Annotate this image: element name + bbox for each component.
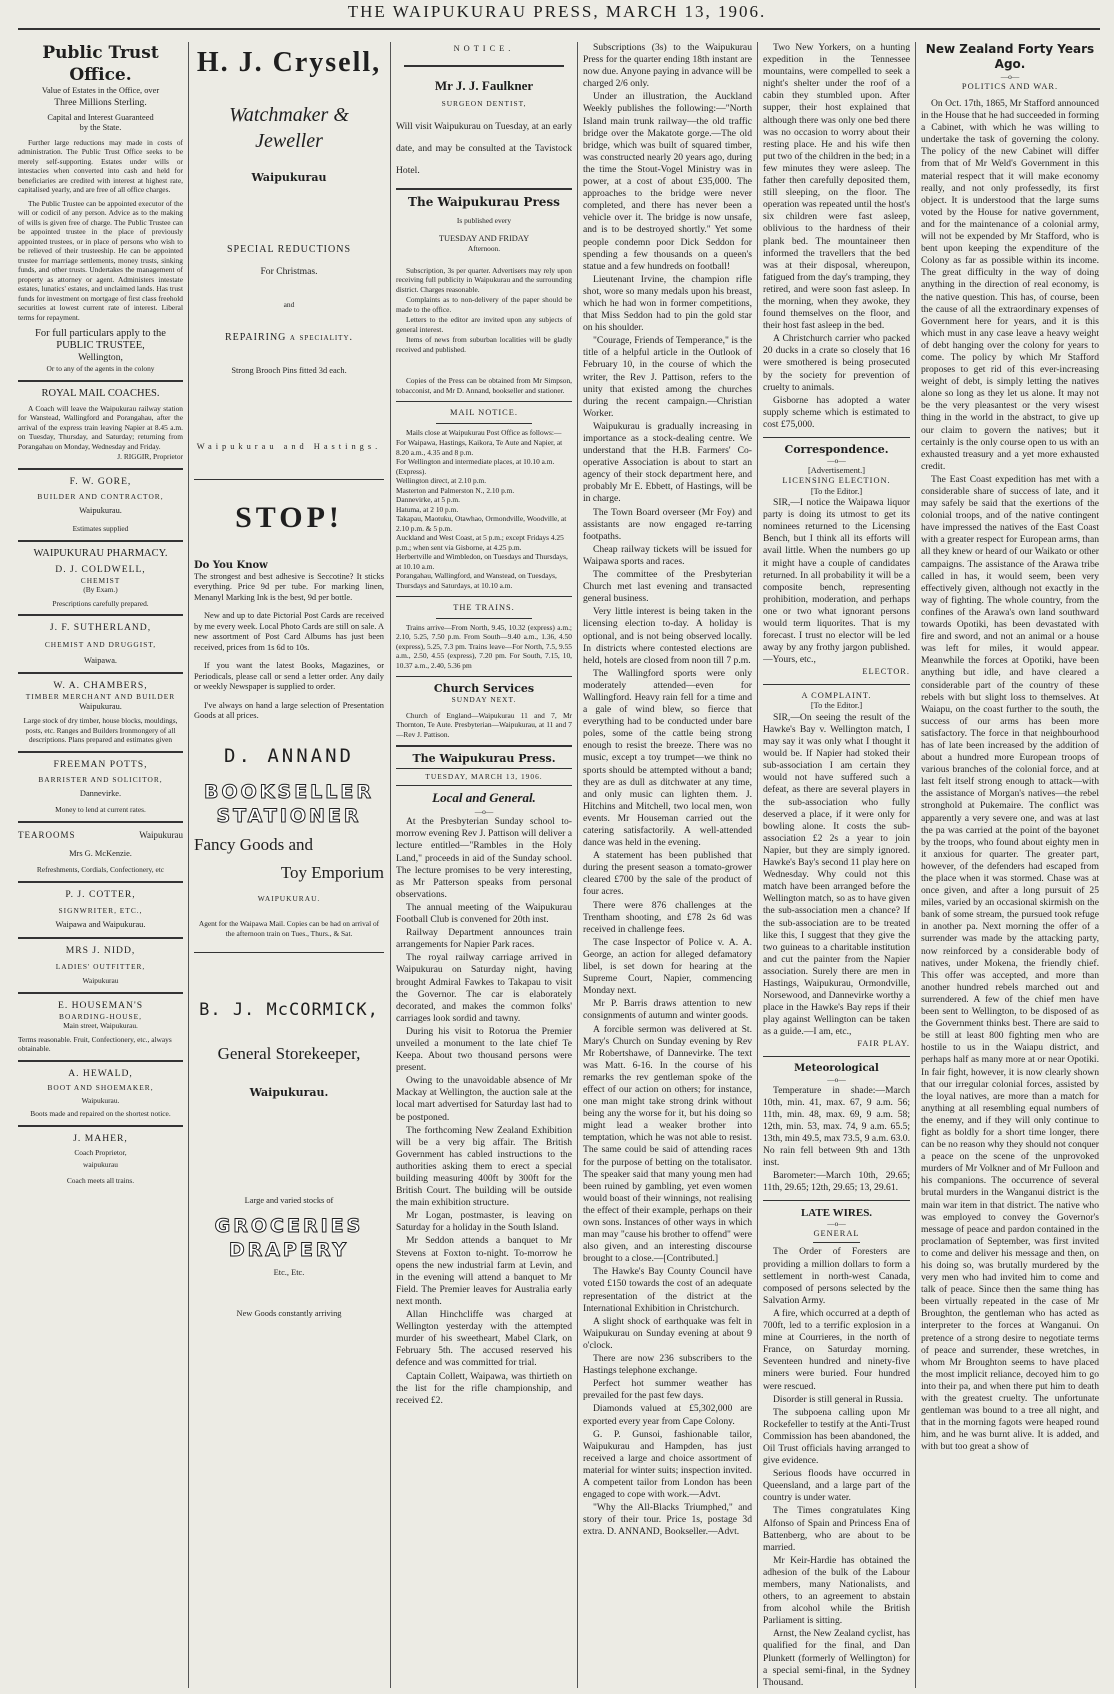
public-trust-town: Wellington,: [78, 352, 123, 364]
public-trust-text: The Public Trustee can be appointed executor of the will or codicil of any person. Advice as to the making of wills is given free of charge. The Public Trustee can be appointed trustee in the place of previously appointed trustees, or in place of persons who wish to be relieved of their trusteeship. He can be appointed trustee for marriage settlements, money trusts, sinking funds, and other trusts. Undertakes the management of property as attorney or agent. Administers intestate estates, lunatics' estates, and unclaimed lands. Has trust funds for investment on mortgage of first class freehold securities at lowest current rate of interest. Liberal terms for repayment.: [18, 198, 183, 322]
faulkner-name: Mr J. J. Faulkner: [434, 77, 534, 93]
public-trust-agents: Or to any of the agents in the colony: [46, 364, 155, 374]
forty-years-title: New Zealand Forty Years Ago.: [925, 42, 1095, 71]
press-title: The Waipukurau Press: [408, 195, 560, 209]
items-text: Items of news from suburban localities will be gladly received and published.: [396, 335, 572, 354]
local-general-title: Local and General.: [432, 789, 536, 805]
news-paragraph: A forcible sermon was delivered at St. Mary's Church on Sunday evening by Rev Mr Robertshawe, of Dannevirke. The text was Matt. 6-16. In the course of his remarks the rev gentleman spoke of the effect of our action on others; for instance, one man might take strong drink without being any the worse for it, but his doing so might lead a weaker brother into temptation, which he was not able to resist. The same could be said of attending races for the purpose of betting on the totalisator. The speaker said that many young men had been ruined by gambling, yet even women would boast of their winnings, not realising the effect of their example, perhaps on their own sons. Instances of other ways in which man may "cause his brother to offend" were also given, and an interesting discourse brought to a close.—[Contributed.]: [583, 1023, 752, 1265]
pharmacy-name: D. J. COLDWELL,: [55, 563, 146, 575]
news-paragraph: A Christchurch carrier who packed 20 ducks in a crate so closely that 16 were smothered is being prosecuted by the society for prevention of cruelty to animals.: [763, 333, 910, 393]
mail-line: For Wellington and intermediate places, at 10.10 a.m. (Express).: [396, 457, 555, 476]
do-you-know: Do You Know: [194, 559, 268, 571]
local-paragraph: At the Presbyterian Sunday school to-morrow evening Rev J. Pattison will deliver a lecture entitled—"Rambles in the Holy Land," proceeds in aid of the Sunday school. The lecture promises to be very interesting, as Mr Patterson speaks from personal observations.: [396, 816, 572, 900]
tearooms-owner: Mrs G. McKenzie.: [69, 848, 132, 858]
licensing-letter: SIR,—I notice the Waipawa liquor party is doing its utmost to get its nominees returned to the Licensing Bench, but I think all its efforts will avail little. When the numbers go up it might have a couple of candidates returned. In all probability it will be a composite bench, representing prohibition, moderation, and perhaps one or two what ignorant persons would term liquorites. That is my forecast. I trust no elector will be led away by any frothy jargon published.—Yours, etc.,: [763, 497, 910, 666]
temperature-text: Temperature in shade:—March 10th, min. 41, max. 67, 9 a.m. 56; 11th, min. 48, max. 69, 9 a.m. 58; 12th, min. 53, max. 74, 9 a.m. 65.5; 13th, min 49.5, max 73.5, 9 a.m. 63.0. No rain fell between 9th and 13th inst.: [763, 1084, 910, 1169]
crysell-town: Waipukurau: [251, 171, 327, 184]
public-trust-line: Value of Estates in the Office, over: [41, 86, 160, 95]
books-text: If you want the latest Books, Magazines, or Periodicals, please call or send a letter order. Any daily or weekly Newspaper is supplied to order.: [194, 661, 384, 692]
chambers-name: W. A. CHAMBERS,: [53, 680, 148, 692]
news-paragraph: Mr P. Barris draws attention to new consignments of autumn and winter goods.: [583, 998, 752, 1022]
gore-note: Estimates supplied: [72, 524, 129, 534]
column-ads-left: [18, 42, 183, 1690]
pharmacy-trade: CHEMIST: [80, 575, 121, 585]
houseman-trade: BOARDING-HOUSE,: [59, 1011, 142, 1021]
published-every: Is published every: [456, 216, 512, 226]
column-divider: [757, 42, 758, 1688]
news-paragraph: Perfect hot summer weather has prevailed for the past few days.: [583, 1378, 752, 1402]
meteorological-title: Meteorological: [794, 1062, 879, 1074]
tearooms-note: Refreshments, Cordials, Confectionery, etc: [36, 865, 165, 875]
mail-notice-title: MAIL NOTICE.: [450, 408, 518, 418]
local-paragraph: The forthcoming New Zealand Exhibition will be a very big affair. The British Government has cabled instructions to the authorities asking them to erect a special building measuring 400ft by 300ft for the British Court. The building will be outside the main exhibition structure.: [396, 1124, 572, 1209]
local-paragraph: Railway Department announces train arrangements for Napier Park races.: [396, 927, 572, 951]
houseman-note: Terms reasonable. Fruit, Confectionery, etc., always obtainable.: [18, 1034, 172, 1054]
brooch-pins: Strong Brooch Pins fitted 3d each.: [231, 365, 347, 375]
potts-name: FREEMAN POTTS,: [53, 758, 148, 770]
cotter-town: Waipawa and Waipukurau.: [55, 920, 146, 930]
mail-line: Porangahau, Wallingford, and Wanstead, on Tuesdays, Thursdays and Saturdays, at 10.10 a.m.: [396, 571, 557, 590]
sutherland-town: Waipawa.: [83, 655, 118, 665]
publish-days: TUESDAY AND FRIDAY: [438, 233, 530, 243]
royal-mail-signature: J. RIGGIR, Proprietor: [117, 452, 183, 462]
news-paragraph: The committee of the Presbyterian Church met last evening and transacted general business.: [583, 569, 752, 605]
mail-line: For Waipawa, Hastings, Kaikora, Te Aute and Napier, at 8.20 a.m., 4.35 and 8 p.m.: [396, 438, 563, 457]
wire-paragraph: Disorder is still general in Russia.: [773, 1393, 904, 1405]
news-paragraph: Waipukurau is gradually increasing in importance as a stock-dealing centre. We understand that the H.B. Farmers' Co-operative Association is about to start an agency of their stock department here, and probably Mr E. Ebbett, of Hastings, will be in charge.: [583, 420, 752, 505]
wire-paragraph: A fire, which occurred at a depth of 700ft, led to a terrific explosion in a mine at Courrieres, in the north of France, on Saturday morning. Seventeen hundred and ninety-five miners were buried. Four hundred were rescued.: [763, 1307, 910, 1392]
wire-paragraph: Arnst, the New Zealand cyclist, has qualified for the final, and Dan Plunkett (formerly of Wellington) for a special semi-final, in the Sydney Thousand.: [763, 1628, 910, 1688]
drapery-label: DRAPERY: [228, 1239, 350, 1262]
postcards-text: New and up to date Pictorial Post Cards are received by me every week. Local Photo Cards are still on sale. A new assortment of Post Card Albums has just been received, prices from 1s 6d to 10s.: [194, 611, 384, 652]
mail-line: Wellington direct, at 2.10 p.m.: [396, 476, 487, 486]
afternoon: Afternoon.: [467, 244, 501, 254]
local-paragraph: The royal railway carriage arrived in Waipukurau on Saturday night, having brought Admiral Fawkes to Takapau to visit the Governor. The car is elaborately decorated, and makes the common folks' carriages look sordid and tawny.: [396, 952, 572, 1024]
wire-paragraph: Mr Keir-Hardie has obtained the adhesion of the bulk of the Labour members, many Nationalists, and others, to an agreement to abstain from alcohol while the British Parliament is sitting.: [763, 1554, 910, 1627]
mail-line: Hatuma, at 2 10 p.m.: [396, 504, 459, 514]
gore-trade: BUILDER AND CONTRACTOR,: [37, 492, 164, 502]
public-trust-text: Further large reductions may made in costs of administration. The Public Trust Office seeks to be merely self-supporting. Estates under wills or intestacies when converted into cash and held for beneficiaries are credited with interest at highest rate, capitalised yearly, and are free of all office charges.: [18, 137, 183, 195]
pharmacy-exam: (By Exam.): [83, 585, 118, 595]
mail-intro: Mails close at Waipukurau Post Office as follows:—: [406, 427, 562, 437]
news-paragraph: Lieutenant Irvine, the champion rifle shot, wore so many medals upon his breast, which he had won in former competitions, that Miss Seddon had to pin the gold star on his shoulder.: [583, 273, 752, 334]
wire-paragraph: The Order of Foresters are providing a million dollars to form a settlement in north-west Canada, composed of persons selected by the Salvation Army.: [763, 1246, 910, 1306]
column-history: [921, 42, 1099, 1690]
local-paragraph: Mr Logan, postmaster, is leaving on Saturday for a holiday in the South Island.: [396, 1210, 572, 1234]
maher-town: waipukurau: [83, 1160, 118, 1170]
tearooms-label: TEAROOMS: [18, 829, 76, 840]
column-news-1: [583, 42, 752, 1690]
late-wires-title: LATE WIRES.: [800, 1207, 873, 1220]
masthead: THE WAIPUKURAU PRESS, MARCH 13, 1906.: [347, 2, 767, 21]
correspondence-title: Correspondence.: [784, 443, 889, 456]
mail-line: Herbertville and Wimbledon, on Tuesdays and Thursdays, at 10.10 a.m.: [396, 552, 568, 571]
stationer-label: STATIONER: [216, 804, 362, 827]
public-trust-title: Public Trust Office.: [42, 43, 159, 85]
complaint-title: A COMPLAINT.: [801, 690, 872, 700]
mccormick-town: Waipukurau.: [249, 1086, 329, 1100]
local-paragraph: Owing to the unavoidable absence of Mr Mackay at Wellington, the auction sale at the local mart advertised for Saturday last had to be postponed.: [396, 1075, 572, 1123]
special-reductions: SPECIAL REDUCTIONS: [226, 244, 352, 256]
public-trust-apply: For full particulars apply to the: [35, 328, 166, 340]
licensing-title: LICENSING ELECTION.: [782, 476, 891, 486]
public-trust-trustee: PUBLIC TRUSTEE,: [56, 340, 145, 352]
large-stocks: Large and varied stocks of: [244, 1195, 334, 1205]
royal-mail-title: ROYAL MAIL COACHES.: [41, 387, 160, 399]
masthead-rule: [18, 28, 1100, 30]
column-news-2: [763, 42, 910, 1690]
to-editor: [To the Editor.]: [810, 486, 863, 496]
dentist-label: SURGEON DENTIST,: [441, 98, 527, 108]
annand-town: WAIPUKURAU.: [257, 893, 321, 903]
news-paragraph: Diamonds valued at £5,302,000 are exported every year from Cape Colony.: [583, 1403, 752, 1427]
hewald-trade: BOOT AND SHOEMAKER,: [47, 1083, 154, 1092]
bookseller-label: BOOKSELLER: [204, 780, 374, 803]
nidd-trade: LADIES' OUTFITTER,: [55, 961, 146, 971]
general-label: GENERAL: [813, 1228, 860, 1238]
news-paragraph: "Courage, Friends of Temperance," is the title of a helpful article in the Outlook of February 10, in the course of which the writer, the Rev J. Pattison, refers to the unity that existed among the churches during the recent campaign.—Christian Worker.: [583, 335, 752, 419]
sunday-next: SUNDAY NEXT.: [451, 695, 517, 705]
column-ads-middle: [194, 42, 384, 1690]
storekeeper: General Storekeeper,: [217, 1044, 361, 1064]
wire-paragraph: The subpoena calling upon Mr Rockefeller to testify at the Anti-Trust Commission has been abandoned, the Oil Trust officials having arranged to give evidence.: [763, 1406, 910, 1467]
title-ornament: —o—: [474, 806, 494, 816]
licensing-signature: ELECTOR.: [862, 667, 910, 677]
potts-trade: BARRISTER AND SOLICITOR,: [38, 775, 163, 785]
and-text: and: [283, 300, 295, 310]
trains-text: Trains arrive—From North, 9.45, 10.32 (express) a.m.; 2.10, 5.25, 7.50 p.m. From South—9.40 a.m., 1.36, 4.50 (express), 5.25, 7.3 pm. Trains leave—For North, 7.5, 9.55 a.m., 2.50, 4.55 (express), 7.20 pm. For South, 7.15, 10, 10.37 a.m., 2.40, 5.36 pm: [396, 622, 572, 670]
to-editor: [To the Editor.]: [810, 701, 863, 711]
news-paragraph: G. P. Gunsoi, fashionable tailor, Waipukurau and Hampden, has just received a large and choice assortment of material for winter suits; inspection invited. A competent tailor from London has been engaged to cope with work.—Advt.: [583, 1428, 752, 1501]
public-trust-line: Three Millions Sterling.: [54, 96, 147, 108]
repairing: REPAIRING a speciality.: [224, 331, 354, 343]
column-divider: [188, 42, 189, 1688]
public-trust-line: Capital and Interest Guaranteed: [47, 112, 154, 122]
pharmacy-note: Prescriptions carefully prepared.: [52, 598, 149, 608]
tearooms-header: [18, 829, 183, 841]
chambers-trade: TIMBER MERCHANT AND BUILDER: [25, 692, 176, 702]
christmas: For Christmas.: [260, 266, 318, 278]
title-ornament: —o—: [827, 1219, 846, 1229]
local-paragraph: Allan Hinchcliffe was charged at Wellington yesterday with the attempted murder of his sweetheart, Mabel Clark, on February 5th. The accused reserved his defence and was committed for trial.: [396, 1309, 572, 1369]
trains-title: THE TRAINS.: [453, 603, 515, 613]
annand-name: D. ANNAND: [224, 744, 354, 767]
mail-line: Dannevirke, at 5 p.m.: [396, 495, 461, 505]
potts-note: Money to lend at current rates.: [55, 805, 146, 815]
news-paragraph: A statement has been published that during the present season a tomato-grower cleared £700 by the sale of the product of four acres.: [583, 850, 752, 898]
gore-name: F. W. GORE,: [69, 475, 132, 487]
notice-heading: NOTICE.: [453, 44, 515, 53]
news-paragraph: Two New Yorkers, on a hunting expedition in the Tennessee mountains, were compelled to seek a night's shelter under the roof of a cabin they stumbled upon. After supper, their host explained that although there was only one bed there was no occasion to worry about their resting place. He and his wife then put two of the children in the bed; in a few minutes they were asleep. The father then carefully deposited them, still sleeping, on the floor. The operation was repeated until the host's six children were fast asleep, oblivious to the hardness of their plank bed. The mountaineer then informed the travellers that the bed was at their disposal, whereupon, fatigued from the day's tramping, they retired, and were soon fast asleep. In the morning, when they awoke, they found themselves on the floor, and their host fast asleep in the bed.: [763, 42, 910, 332]
news-paragraph: Subscriptions (3s) to the Waipukurau Press for the quarter ending 18th instant are now due. Anyone paying in advance will be charged 2/6 only.: [583, 42, 752, 90]
nidd-name: MRS J. NIDD,: [65, 944, 136, 956]
houseman-town: Main street, Waipukurau.: [63, 1021, 138, 1031]
potts-town: Dannevirke.: [79, 788, 122, 798]
towns: Waipukurau and Hastings.: [196, 442, 382, 452]
houseman-name: E. HOUSEMAN'S: [57, 999, 144, 1011]
news-paragraph: Under an illustration, the Auckland Weekly publishes the following:—"North Island main trunk railway—the old traffic bridge over the Makatote gorge.—The old bridge, which was built of squared timber, was constructed nearly 20 years ago, during the time the Stout-Vogel Ministry was in power, at a cost of about £35,000. The approaches to the bridge were never completed, and there has never been a vehicle over it. The bridge is now unsafe, and is to be destroyed shortly." Yet some people condemn poor Dick Seddon for spending a few thousands on a queen's statue and a few hundreds on football!: [583, 91, 752, 272]
cotter-trade: SIGNWRITER, ETC.,: [58, 905, 143, 915]
presentation-text: I've always on hand a large selection of Presentation Goods at all prices.: [194, 700, 384, 721]
cotter-name: P. J. COTTER,: [65, 888, 136, 900]
column-divider: [915, 42, 916, 1688]
stop-heading: STOP!: [235, 500, 343, 534]
news-paragraph: The Wallingford sports were only moderately attended—even for Wallingford. Heavy rain fell for a time and a gale of wind blew, so fierce that everything had to be conducted under bare poles, some of the cattle being strong enough to resist the breeze. There was no music, except a toy trumpet—we think no sports should be attempted without a band; they are as dull as ditchwater at any time, and only music can lighten them. J. Hitchins and Mitchell, two local men, won events. Mr Houseman carried out the catering satisfactorily. A well-attended dance was held in the evening.: [583, 667, 752, 849]
toy-emporium: Toy Emporium: [280, 862, 384, 882]
complaint-letter: SIR,—On seeing the result of the Hawke's Bay v. Wellington match, I may say it was only what I thought it would be. If Napier had stoked their sub-association I am certain they would not have suffered such a defeat, as there are several players in the sub-association who fully deserved a place, if it were only for bowling alone. It costs the sub-association £2 2s a year to join Napier, but they are simply ignored. Hawke's Bay's second 11 play here on Wednesday. Why could not this match have been arranged before the Wellington match, so as to have given the sub-association men a chance? If the sub-association are to be treated like this, I suggest that they give the two guineas to a charitable institution and cut the painter from the Napier association. Surely there are men in Hastings, Waipukurau, Ormondville, Norsewood, and Dannevirke worthy a place in the Hawke's Bay reps if their play against Wellington can be taken as a guide.—I am, etc.,: [763, 711, 910, 1038]
news-paragraph: A slight shock of earthquake was felt in Waipukurau on Sunday evening at about 9 o'clock.: [583, 1315, 752, 1351]
history-paragraph: The East Coast expedition has met with a considerable share of success of late, and it may safely be said that the exertions of the colonial troops, and of the native contingent have impressed the natives of the East Coast with a greater respect for European arms, than all they knew or heard of our Waikato or other campaigns. The assistance of the Arawa tribe called in has, it would seem, been very effectively given, although not exactly in the way of fighting. The whole country, from the confines of the Arawa's own land southward towards Opotiki, has been devastated with fire and sword, and not an animal or a house was left for miles, it would appear. Meanwhile the forces at Opotiki, have been anything but idle, and have cleared a considerable part of the country of these rebels with but slight loss to themselves. At Waiapu, on the coast further to the south, the success of our arms has been more satisfactory. The force in that neighbourhood has of late been increased by the addition of about a hundred more European troops of various branches of the colonial force, and at last felt itself strong enough to attack—with the assistance of Morgan's natives—the rebel stronghold at Pukemaire. The conflict was apparently a very severe one, and was at last the pa was carried at the point of the bayonet by the troops, who found about eighty men in it anxious for quarter. The greater part, however, of the defenders had escaped from the place when it was stormed. Chase was at once given, and after a long pursuit of 25 miles, varied by an occasional skirmish on the bank of some stream, the pursued took refuge in another pa. Next morning the offer of a surrender was made by the attacking party, now reinforced by a considerable body of natives, under Mokena, the friendly chief. This offer was accepted, and more than another hundred rebels marched out and surrendered. A few of the chief men have been sent to Wellington, to be disposed of as the Government thinks best. There are said to be still at least 800 fighting men who are hostile to us in the Waiapu district, and perhaps half as many more at or near Opotiki. In fair fight, however, it is now clearly shown that our irregular colonial forces, assisted by the loyal natives, are more than a match for anything at all resembling equal numbers of the enemy, and if they will only continue to fight as boldly for a short time longer, there can be no reason why they should not conquer a peace on the scene of the unprovoked murders of Mr Volkner and of Mr Fulloon and his companions. The occurrence of several brutal murders in the Wanganui district is the main war item in that district. The native who was employed to convey the Governor's message of peace and pardon contained in the proclamation of September, was first invited to come and deliver his message and then, on his doing so, was brutally murdered by the very men who had invited him to come and talk of peace. Since then the same thing has been virtually repeated in the case of Mr Broughton, the gentleman who has acted as interpreter to the forces at Wanganui. On pretence of a strong desire to negotiate terms of peace and surrender, these wretches, in whom Mr Broughton seems to have placed the most implicit reliance, decoyed him to go into their pa, and when there put him to death with the greatest cruelty. The unfortunate gentleman was bound to a tree all night, and that in the morning fagots were heaped round him, and he was burnt alive. It is added, and with but too great a show of: [921, 473, 1099, 1453]
maher-note: Coach meets all trains.: [66, 1175, 135, 1185]
crysell-trade: Watchmaker & Jeweller: [229, 104, 349, 152]
copies-text: Copies of the Press can be obtained from Mr Simpson, tobacconist, and Mr D. Annand, bookseller and stationer.: [396, 376, 572, 395]
complaint-signature: FAIR PLAY.: [857, 1039, 910, 1049]
local-paragraph: The annual meeting of the Waipukurau Football Club is convened for 20th inst.: [396, 901, 572, 926]
issue-date: TUESDAY, MARCH 13, 1906.: [425, 772, 543, 782]
complaints-text: Complaints as to non-delivery of the paper should be made to the office.: [396, 295, 572, 314]
new-goods: New Goods constantly arriving: [236, 1308, 342, 1318]
crysell-name: H. J. Crysell,: [196, 47, 382, 78]
barometer-text: Barometer:—March 10th, 29.65; 11th, 29.65; 12th, 29.65; 13, 29.61.: [763, 1170, 910, 1194]
local-paragraph: During his visit to Rotorua the Premier unveiled a monument to the late chief Te Keepa. About two thousand persons were present.: [396, 1025, 572, 1074]
church-text: Church of England—Waipukurau 11 and 7, Mr Thornton, Te Aute. Presbyterian—Waipukurau, at 11 and 7—Rev J. Pattison.: [396, 710, 572, 739]
history-paragraph: On Oct. 17th, 1865, Mr Stafford announced in the House that he had succeeded in forming a Cabinet, with which he was willing to undertake the task of governing the colony. The policy of the new Cabinet will differ from that of Mr Weld's Government in this material respect that it will make economy really, and not only professedly, its first object. It is understood that the large sums voted by the House for native government, and for the maintenance of a colonial army, will not be expended by Mr Stafford, who is bent upon keeping the expenditure of the Colony as far as possible within its income. The great difficulty in the way of doing anything in the direction of real economy, is the native question. This has, of course, been the cause of all the extraordinary expenses of Government here for years, and it is this which must in any case leave a heavy weight of debt hanging over the colony for years to come. The policy by which Mr Stafford proposes to get rid of this ever-increasing weight of debt, is simply letting the natives alone so long as they let us alone. It may not be the very pleasantest or the very wisest thing in the world in the abstract, to give up our claim to govern the natives; but it certainly is the only course open to us with an exhausted treasury and a yet more exhausted credit.: [921, 98, 1099, 472]
public-trust-line: by the State.: [79, 123, 122, 133]
hewald-note: Boots made and repaired on the shortest notice.: [30, 1109, 171, 1118]
title-ornament: —o—: [827, 456, 846, 466]
chambers-text: Large stock of dry timber, house blocks, mouldings, posts, etc. Ranges and Builders Ironmongery of all descriptions. Plans prepared and estimates given: [23, 716, 178, 745]
sutherland-name: J. F. SUTHERLAND,: [49, 622, 152, 634]
church-title: Church Services: [433, 682, 535, 696]
hewald-town: Waipukurau.: [81, 1095, 120, 1105]
local-paragraph: Captain Collett, Waipawa, was thirtieth on the list for the rifle championship, and received £2.: [396, 1370, 572, 1406]
mail-line: Auckland and West Coast, at 5 p.m.; except Fridays 4.25 p.m.; when sent via Gisborne, at 4.25 p.m.: [396, 533, 564, 552]
chambers-town: Waipukurau.: [79, 701, 122, 711]
tearooms-town: Waipukurau: [139, 829, 183, 840]
hewald-name: A. HEWALD,: [68, 1067, 133, 1079]
nidd-town: Waipukurau: [82, 976, 119, 986]
news-paragraph: Gisborne has adopted a water supply scheme which is estimated to cost £75,000.: [763, 394, 910, 430]
local-paragraph: Mr Seddon attends a banquet to Mr Stevens at Foxton to-night. To-morrow he opens the new industrial farm at Levin, and in the evening will attend a banquet to Mr Field. The Premier leaves for Australia early next month.: [396, 1235, 572, 1307]
mail-line: Takapau, Maotuku, Otawhao, Ormondville, Woodville, at 2.10 p.m. & 5 p.m.: [396, 514, 567, 533]
seccotine-text: The strongest and best adhesive is Seccotine? It sticks everything. Price 9d per tube. For marking linen, Menanyl Marking Ink is the best, 9d per bottle.: [194, 571, 384, 602]
maher-trade: Coach Proprietor,: [74, 1147, 127, 1157]
wire-paragraph: The Times congratulates King Alfonso of Spain and Princess Ena of Battenberg, who are about to be married.: [763, 1505, 910, 1553]
politics-war-subtitle: POLITICS AND WAR.: [961, 81, 1059, 91]
news-paragraph: The case Inspector of Police v. A. A. George, an action for alleged defamatory libel, is set down for hearing at the Supreme Court, Napier, commencing Monday next.: [583, 936, 752, 997]
title-ornament: —o—: [1000, 72, 1020, 81]
fancy-goods: Fancy Goods and: [194, 834, 313, 854]
advertisement-label: [Advertisement.]: [808, 465, 865, 475]
mail-line: Masterton and Palmerston N., 2.10 p.m.: [396, 485, 515, 495]
news-paragraph: There are now 236 subscribers to the Hastings telephone exchange.: [583, 1353, 752, 1377]
mccormick-name: B. J. McCORMICK,: [199, 1000, 379, 1021]
etc-label: Etc., Etc.: [273, 1268, 305, 1278]
news-paragraph: The Hawke's Bay County Council have voted £150 towards the cost of an adequate representation of the district at the International Exhibition in Christchurch.: [583, 1266, 752, 1314]
news-paragraph: The Town Board overseer (Mr Foy) and assistants are now engaged re-tarring footpaths.: [583, 506, 752, 542]
annand-note: Agent for the Waipawa Mail. Copies can be had on arrival of the afternoon train on Tues., Thurs., & Sat.: [198, 919, 380, 938]
letters-text: Letters to the editor are invited upon any subjects of general interest.: [396, 315, 572, 334]
pharmacy-title: WAIPUKURAU PHARMACY.: [33, 547, 168, 559]
column-notices: [396, 42, 572, 1690]
title-ornament: —o—: [827, 1075, 846, 1085]
column-divider: [577, 42, 578, 1688]
press-title-2: The Waipukurau Press.: [412, 752, 556, 766]
news-paragraph: Very little interest is being taken in the licensing election to-day. A holiday is optional, and is not being observed locally. In districts where contested elections are held, hotels are closed from noon till 7 p.m.: [583, 606, 752, 666]
groceries-label: GROCERIES: [214, 1215, 364, 1238]
maher-name: J. MAHER,: [73, 1132, 128, 1144]
news-paragraph: There were 876 challenges at the Trentham shooting, and £78 2s 6d was received in challenge fees.: [583, 899, 752, 935]
royal-mail-text: A Coach will leave the Waipukurau railway station for Wanstead, Wallingford and Porangahau, after the arrival of the express train leaving Napier at 8.45 a.m. on Tuesday, Thursday, and Saturday; returning from Porangahau on Monday, Wednesday and Friday.: [18, 403, 183, 451]
news-paragraph: Cheap railway tickets will be issued for Waipawa sports and races.: [583, 543, 752, 567]
gore-town: Waipukurau.: [79, 505, 122, 515]
faulkner-text: Will visit Waipukurau on Tuesday, at an early date, and may be consulted at the Tavistock Hotel.: [396, 121, 572, 176]
sutherland-trade: CHEMIST AND DRUGGIST,: [44, 640, 157, 650]
subscription-text: Subscription, 3s per quarter. Advertisers may rely upon receiving full publicity in Waipukurau and the surrounding district. Charges reasonable.: [396, 265, 572, 294]
news-paragraph: "Why the All-Blacks Triumphed," and story of their tour. Price 1s, postage 3d extra. D. ANNAND, Bookseller.—Advt.: [583, 1502, 752, 1538]
column-divider: [390, 42, 391, 1688]
wire-paragraph: Serious floods have occurred in Queensland, and a large part of the country is under water.: [763, 1468, 910, 1504]
